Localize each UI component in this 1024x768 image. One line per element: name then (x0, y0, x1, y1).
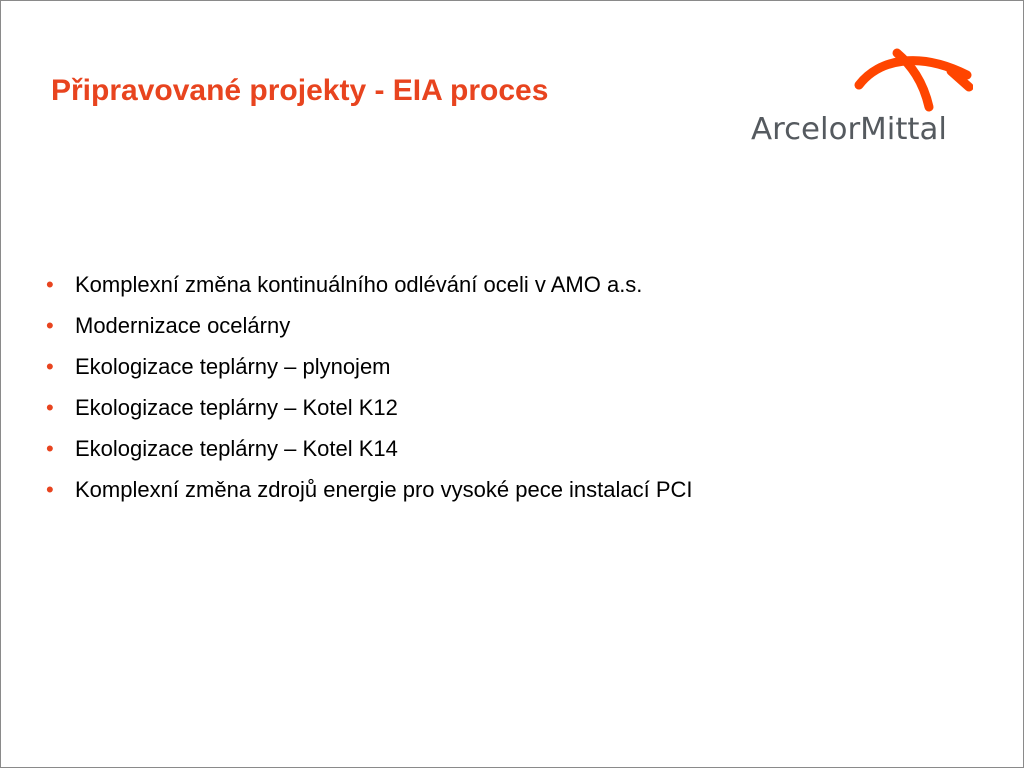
bullet-item (46, 346, 693, 387)
bullet-marker: • (46, 477, 54, 502)
bullet-marker: • (46, 436, 54, 461)
bullet-item (46, 387, 693, 428)
bullet-item (46, 264, 693, 305)
bullet-marker: • (46, 272, 54, 297)
slide-title: Připravované projekty - EIA proces (51, 74, 549, 107)
bullet-text: Ekologizace teplárny – Kotel K14 (75, 436, 398, 461)
bullet-text: Komplexní změna zdrojů energie pro vysoké pece instalací PCI (75, 477, 693, 502)
bullet-text: Modernizace ocelárny (75, 313, 291, 338)
bullet-item (46, 469, 693, 510)
bullet-text: Ekologizace teplárny – Kotel K12 (75, 395, 398, 420)
bullet-marker: • (46, 313, 54, 338)
bullet-text: Komplexní změna kontinuálního odlévání oceli v AMO a.s. (75, 272, 643, 297)
bullet-marker: • (46, 395, 54, 420)
arcelormittal-logo (747, 45, 973, 149)
bullet-text: Ekologizace teplárny – plynojem (75, 354, 391, 379)
bullet-list (46, 264, 693, 510)
logo-swoosh (859, 53, 969, 107)
bullet-item (46, 305, 693, 346)
bullet-item (46, 428, 693, 469)
logo-wordmark: ArcelorMittal (751, 112, 947, 147)
bullet-marker: • (46, 354, 54, 379)
